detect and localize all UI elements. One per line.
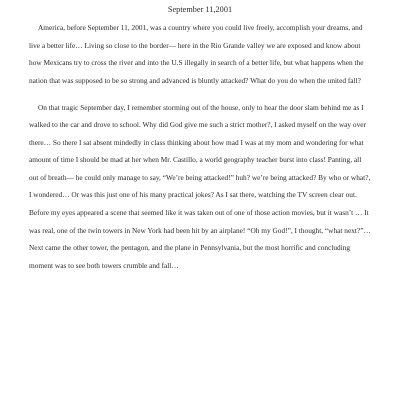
document-body <box>29 19 372 274</box>
paragraph-2: On that tragic September day, I remember storming out of the house, only to hear the door slam behind me as I walked to the car and drove to school. Why did God give me such a strict mother?, I asked myself on the way over there… So there I sat absent mindedly in class thinking about how mad I was at my mom and wondering for what amount of time I should be mad at her when Mr. Castillo, a world geography teacher burst into class! Panting, all out of breath— he could only manage to say, “We’re being attacked!” huh? we’re being attacked? By who or what?, I wondered… Or was this just one of his many practical jokes? As I sat there, watching the TV screen clear out. Before my eyes appeared a scene that seemed like it was taken out of one of those action movies, but it wasn’t … It was real, one of the twin towers in New York had been hit by an airplane! “Oh my God!”, I thought, “what next?”… Next came the other tower, the pentagon, and the plane in Pennsylvania, but the most horrific and concluding moment was to see both towers crumble and fall… <box>29 102 371 270</box>
document-title: September 11,2001 <box>167 5 233 14</box>
paragraph-1: America, before September 11, 2001, was a country where you could live freely, accomplish your dreams, and live a better life… Living so close to the border— here in the Rio Grande valley we are exposed and know about how Mexicans try to cross the river and into the U.S illegally in search of a better life, but what happens when the nation that was supposed to be so strong and advanced is bluntly attacked? What do you do when the united fall? <box>29 23 364 85</box>
